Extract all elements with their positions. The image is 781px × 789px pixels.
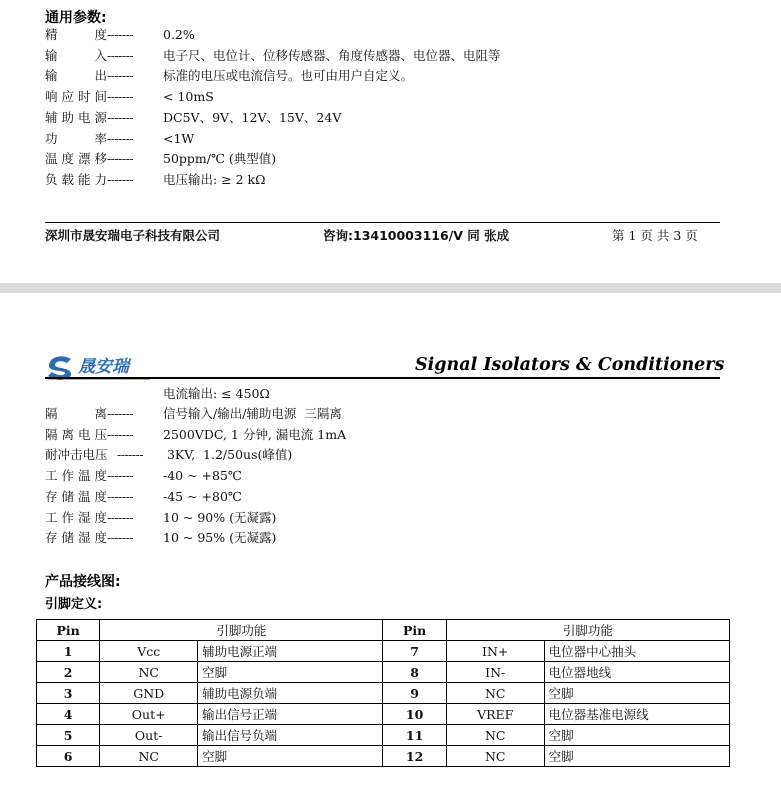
pin-function-right: 电位器地线 xyxy=(544,662,729,683)
brand-title: Signal Isolators & Conditioners xyxy=(415,355,725,375)
spec-value: 信号输入/输出/辅助电源 三隔离 xyxy=(163,406,342,421)
signal-name-right: NC xyxy=(446,683,544,704)
general-params-title: 通用参数: xyxy=(45,10,107,26)
signal-name-right: NC xyxy=(446,725,544,746)
logo-text: 晟安瑞 xyxy=(78,357,129,377)
pin-number-left: 1 xyxy=(37,641,100,662)
spec-value: 标准的电压或电流信号。也可由用户自定义。 xyxy=(163,68,414,84)
spec-row xyxy=(45,445,292,465)
pin-number-right: 10 xyxy=(383,704,446,725)
spec-label: 隔 离 xyxy=(45,406,107,421)
spec-label: 隔离电压 xyxy=(45,426,107,442)
spec-row xyxy=(45,66,413,86)
spec-value: 3KV, 1.2/50us(峰值) xyxy=(163,447,293,463)
spec-value: 10 ~ 90% (无凝露) xyxy=(163,509,277,525)
spec-row xyxy=(45,149,276,169)
spec-label: 存储湿度 xyxy=(45,530,107,546)
spec-dash: ------- xyxy=(107,109,134,125)
signal-name-right: IN- xyxy=(446,662,544,683)
spec-row xyxy=(45,487,242,507)
spec-value: 电压输出: ≥ 2 kΩ xyxy=(163,171,266,187)
pin-function-right: 空脚 xyxy=(544,746,729,767)
spec-dash: ------- xyxy=(107,130,134,146)
spec-value: 0.2% xyxy=(163,27,195,42)
spec-value: DC5V、9V、12V、15V、24V xyxy=(163,109,342,125)
pin-number-right: 9 xyxy=(383,683,446,704)
spec-label: 工作温度 xyxy=(45,468,107,484)
pin-number-left: 3 xyxy=(37,683,100,704)
signal-name-right: NC xyxy=(446,746,544,767)
document-page-2 xyxy=(0,293,781,789)
continued-spec-value: 电流输出: ≤ 450Ω xyxy=(163,386,270,401)
pin-number-left: 4 xyxy=(37,704,100,725)
spec-label: 负载能力 xyxy=(45,171,107,187)
signal-name-left: Vcc xyxy=(100,641,198,662)
footer-contact: 咨询:13410003116/V 同 张成 xyxy=(323,228,510,243)
header-divider xyxy=(45,377,720,379)
spec-value: 2500VDC, 1 分钟, 漏电流 1mA xyxy=(163,426,347,442)
signal-name-left: NC xyxy=(100,746,198,767)
wiring-diagram-title: 产品接线图: xyxy=(45,574,121,590)
spec-dash: ------- xyxy=(107,68,134,84)
spec-dash: ------- xyxy=(107,89,134,105)
spec-label: 存储温度 xyxy=(45,488,107,504)
spec-row xyxy=(45,170,266,190)
spec-label: 耐冲击电压 xyxy=(45,447,108,463)
table-header-row xyxy=(37,620,730,641)
pin-number-right: 11 xyxy=(383,725,446,746)
signal-name-left: GND xyxy=(100,683,198,704)
spec-row xyxy=(45,129,194,149)
table-row xyxy=(37,641,730,662)
pin-number-right: 7 xyxy=(383,641,446,662)
spec-dash: ------- xyxy=(117,447,144,463)
pin-number-left: 5 xyxy=(37,725,100,746)
footer-page-number: 第 1 页 共 3 页 xyxy=(612,228,698,243)
spec-dash: ------- xyxy=(107,468,134,484)
spec-value: <1W xyxy=(163,130,195,146)
pin-function-left: 辅助电源正端 xyxy=(198,641,383,662)
spec-dash: ------- xyxy=(107,27,134,42)
pin-definition-table xyxy=(36,619,730,767)
pin-function-right: 电位器基准电源线 xyxy=(544,704,729,725)
pin-function-right: 电位器中心抽头 xyxy=(544,641,729,662)
header-function-right: 引脚功能 xyxy=(446,620,729,641)
spec-row xyxy=(45,425,346,445)
spec-label: 温度漂移 xyxy=(45,151,107,167)
page-separator xyxy=(0,283,781,293)
pin-function-right: 空脚 xyxy=(544,683,729,704)
pin-function-left: 辅助电源负端 xyxy=(198,683,383,704)
spec-value: 10 ~ 95% (无凝露) xyxy=(163,530,277,546)
table-row xyxy=(37,662,730,683)
footer-company: 深圳市晟安瑞电子科技有限公司 xyxy=(45,228,221,243)
pin-number-left: 2 xyxy=(37,662,100,683)
spec-label: 响应时间 xyxy=(45,89,107,105)
spec-value: < 10mS xyxy=(163,89,214,105)
spec-row xyxy=(45,25,195,45)
signal-name-right: VREF xyxy=(446,704,544,725)
pin-function-left: 空脚 xyxy=(198,662,383,683)
signal-name-left: NC xyxy=(100,662,198,683)
pin-function-left: 空脚 xyxy=(198,746,383,767)
document-page-1 xyxy=(0,0,781,283)
spec-row xyxy=(45,508,276,528)
table-row xyxy=(37,725,730,746)
table-row xyxy=(37,683,730,704)
header-pin-left: Pin xyxy=(37,620,100,641)
spec-label: 辅助电源 xyxy=(45,109,107,125)
spec-value: 50ppm/℃ (典型值) xyxy=(163,151,277,167)
pin-function-right: 空脚 xyxy=(544,725,729,746)
header-pin-right: Pin xyxy=(383,620,446,641)
pin-number-right: 12 xyxy=(383,746,446,767)
spec-dash: ------- xyxy=(107,530,134,546)
pin-function-left: 输出信号正端 xyxy=(198,704,383,725)
spec-label: 工作湿度 xyxy=(45,509,107,525)
spec-dash: ------- xyxy=(107,509,134,525)
signal-name-left: Out- xyxy=(100,725,198,746)
spec-value: -45 ~ +80℃ xyxy=(163,488,242,504)
spec-value: 电子尺、电位计、位移传感器、角度传感器、电位器、电阻等 xyxy=(163,47,501,63)
pin-number-left: 6 xyxy=(37,746,100,767)
spec-dash: ------- xyxy=(107,488,134,504)
spec-dash: ------- xyxy=(107,406,134,421)
signal-name-right: IN+ xyxy=(446,641,544,662)
pin-number-right: 8 xyxy=(383,662,446,683)
spec-row xyxy=(45,528,276,548)
spec-row xyxy=(45,46,501,66)
spec-label: 功 率 xyxy=(45,130,107,146)
spec-label: 输 入 xyxy=(45,47,107,63)
spec-value: -40 ~ +85℃ xyxy=(163,468,242,484)
signal-name-left: Out+ xyxy=(100,704,198,725)
spec-label: 输 出 xyxy=(45,68,107,84)
spec-dash: ------- xyxy=(107,171,134,187)
pin-definition-title: 引脚定义: xyxy=(45,597,103,612)
spec-row xyxy=(45,87,214,107)
spec-dash: ------- xyxy=(107,151,134,167)
pin-function-left: 输出信号负端 xyxy=(198,725,383,746)
spec-row xyxy=(45,404,342,424)
header-function-left: 引脚功能 xyxy=(100,620,383,641)
spec-dash: ------- xyxy=(107,426,134,442)
spec-row xyxy=(45,466,242,486)
spec-dash: ------- xyxy=(107,47,134,63)
table-row xyxy=(37,746,730,767)
table-row xyxy=(37,704,730,725)
spec-row xyxy=(45,108,341,128)
spec-label: 精 度 xyxy=(45,27,107,42)
footer-divider xyxy=(45,222,720,223)
